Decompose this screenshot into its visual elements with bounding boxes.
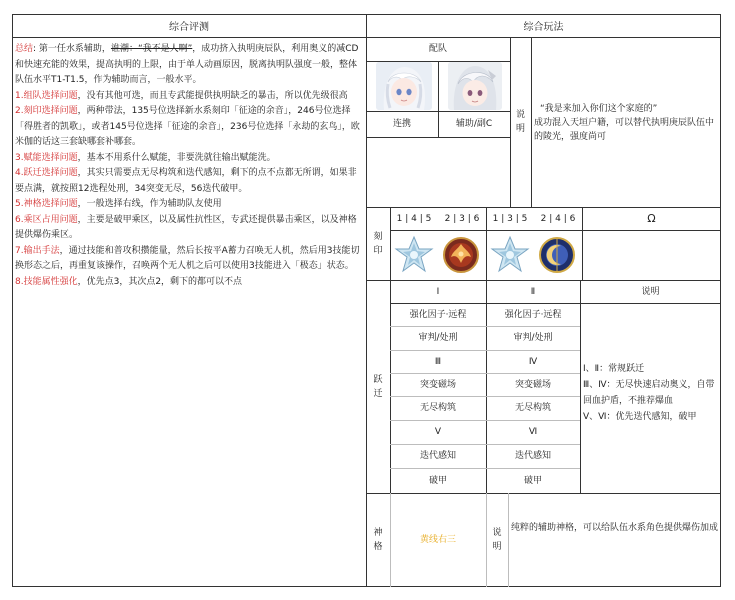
leap-cell: Ⅳ (528, 356, 538, 367)
team-member-portrait (376, 62, 432, 110)
review-paragraph-label: 2.刻印选择问题 (15, 106, 78, 116)
leap-cell: 无尽构筑 (514, 403, 551, 413)
leap-cell: 突变磁场 (514, 379, 551, 390)
left-panel-body (15, 42, 363, 290)
engrave-set-positions: 1 | 4 | 5 (396, 213, 432, 224)
leap-note-divider (580, 280, 581, 493)
team-member-label: 辅助/副C (455, 119, 493, 129)
review-paragraph-text: ，成功挤入执明庚辰队，利用奥义的减CD和快速充能的效果，提高执明的上限，由于单人动画原因，脱离执明队强度一般，整体队伍水平T1-T1.5，作为辅助而言，一般水平。 (15, 44, 359, 85)
review-paragraph-label: 3.赋能选择问题 (15, 152, 78, 163)
team-label-line (366, 137, 510, 138)
divinity-note-divider (508, 493, 509, 587)
review-paragraph (15, 42, 363, 89)
leap-cell: 强化因子·远程 (409, 309, 467, 320)
divinity-label (366, 493, 390, 587)
divinity-note-label-char: 明 (492, 542, 502, 552)
review-paragraph (15, 151, 363, 167)
review-paragraph-label: 1.组队选择问题 (15, 90, 78, 101)
leap-note-line: Ⅲ、Ⅳ：无尽快速启动奥义，自带回血护盾，不推荐爆血 (583, 380, 715, 406)
review-paragraph-separator: ， (77, 152, 87, 163)
engrave-set-positions: 1 | 3 | 5 (492, 213, 528, 224)
team-note-label-char: 说 (515, 110, 525, 120)
review-paragraph (15, 244, 363, 275)
ice-crystal-emblem-icon (394, 235, 434, 275)
engrave-label-char: 刻 (373, 231, 383, 242)
leap-cell: 破甲 (523, 475, 542, 486)
team-note-quote: “我是来加入你们这个家庭的” (540, 104, 658, 114)
leap-cell: 审判/处刑 (418, 333, 458, 343)
review-paragraph-text: 主要是破甲乘区，以及属性抗性区，专武还提供暴击乘区，以及神格提供爆伤乘区。 (15, 214, 357, 240)
engrave-label-char: 印 (373, 245, 383, 256)
review-paragraph (15, 213, 363, 244)
team-note-label-char: 明 (515, 124, 525, 134)
leap-col-header: Ⅱ (530, 286, 536, 297)
leap-note-line: Ⅰ、Ⅱ：常规跃迁 (583, 364, 645, 374)
review-paragraph-separator: ， (77, 106, 87, 116)
team-header: 配队 (428, 44, 447, 54)
review-paragraph-text: 基本不用系什么赋能，非要洗就往输出赋能洗。 (86, 152, 276, 163)
review-paragraph-label: 5.神格选择问题 (15, 199, 78, 209)
team-note-label (510, 37, 531, 207)
divinity-note-label (486, 493, 508, 587)
leap-cell: 迭代感知 (514, 451, 551, 461)
review-paragraph-separator: ， (59, 245, 69, 256)
team-member-portrait (448, 62, 502, 110)
review-paragraph-separator: ， (77, 276, 87, 287)
review-paragraph-text: 两种带法，135号位选择新水系刻印「征途的余音」，246号位选择「得胜者的凯歌」，或者145号位选择「征途的余音」，236号位选择「永劫的玄鸟」，欧米伽的话这三套缺哪套补哪套。 (15, 106, 360, 147)
review-paragraph-text: 一般选择右线，作为辅助队友使用 (86, 199, 222, 209)
divinity-note-label-char: 说 (492, 528, 502, 538)
leap-cell: Ⅵ (528, 427, 538, 437)
leap-note-header: 说明 (641, 286, 660, 297)
review-paragraph-text: 其实只需要点无尽构筑和迭代感知，剩下的点不点都无所谓，如果非要点满，就按照12选程处刑，34突变无尽，56迭代破甲。 (15, 168, 357, 194)
divinity-note: 纯粹的辅助神格，可以给队伍水系角色提供爆伤加成 (511, 523, 719, 533)
review-paragraph-label: 6.乘区占用问题 (15, 214, 78, 225)
silver-hair-girl-portrait-icon (448, 62, 502, 110)
leap-label-char: 迁 (373, 388, 383, 399)
leap-cell: 无尽构筑 (419, 403, 456, 413)
review-paragraph-label: 8.技能属性强化 (15, 276, 78, 287)
review-paragraph-text: 优先点3，其次点2，剩下的都可以不点 (86, 276, 243, 287)
white-hair-girl-portrait-icon (376, 62, 432, 110)
team-note-label-divider (531, 37, 532, 207)
engrave-header-line (390, 230, 721, 231)
review-struck-text: 谁潮：“我不是人啊” (110, 44, 193, 54)
leap-note (583, 361, 719, 425)
review-paragraph-separator: ， (77, 214, 87, 225)
right-panel-title: 综合玩法 (523, 22, 564, 33)
review-paragraph (15, 166, 363, 197)
divinity-label-char: 神 (373, 528, 383, 538)
leap-label (366, 280, 390, 493)
leap-cell: 强化因子·远程 (504, 309, 562, 320)
review-paragraph (15, 275, 363, 291)
divinity-label-char: 格 (373, 542, 383, 552)
leap-cell: Ⅴ (434, 427, 442, 437)
review-paragraph-label: 7.输出手法 (15, 245, 60, 256)
review-paragraph-label: 4.跃迁选择问题 (15, 168, 78, 178)
leap-note-line: Ⅴ、Ⅵ：优先迭代感知，破甲 (583, 412, 697, 422)
team-note (534, 102, 719, 144)
review-paragraph (15, 104, 363, 151)
leap-cell: 审判/处刑 (513, 333, 553, 343)
review-paragraph-separator: ， (77, 199, 87, 209)
leap-cell: 突变磁场 (419, 379, 456, 390)
ice-crystal-emblem-icon (490, 235, 530, 275)
review-paragraph (15, 197, 363, 213)
leap-cell: Ⅲ (434, 356, 442, 367)
engrave-label (366, 207, 390, 280)
review-paragraph-text: 没有其他可选，而且专武能提供执明缺乏的暴击，所以优先级很高 (86, 90, 348, 101)
left-panel-title: 综合评测 (169, 22, 209, 33)
team-note-text: 成功混入天垣户籍，可以替代执明庚辰队伍中的陵光，强度尚可 (534, 118, 715, 142)
team-member-label: 连携 (392, 119, 411, 129)
leap-cell: 迭代感知 (419, 451, 456, 461)
leap-label-char: 跃 (373, 374, 383, 385)
engrave-omega: Ω (647, 211, 656, 225)
phoenix-emblem-icon (441, 235, 481, 275)
review-paragraph-separator: ， (77, 90, 87, 101)
review-paragraph-text: 第一任水系辅助， (38, 44, 111, 54)
review-paragraph-text: 通过技能和普攻积攒能量，然后长按平A蓄力召唤无人机，然后用3技能切换形态之后，再重复该操作，召唤两个无人机之后可以使用3技能进入「极态」状态。 (15, 245, 360, 271)
review-paragraph-separator: ， (77, 168, 87, 178)
engrave-set-positions: 2 | 3 | 6 (444, 213, 480, 224)
blue-moon-emblem-icon (537, 235, 577, 275)
leap-col-header: Ⅰ (436, 286, 440, 297)
review-paragraph-label: 总结 (15, 44, 34, 54)
engrave-set-positions: 2 | 4 | 6 (540, 213, 576, 224)
review-paragraph-separator: : (33, 44, 39, 54)
divinity-choice: 黄线右三 (419, 535, 456, 545)
leap-cell: 破甲 (428, 475, 447, 486)
review-paragraph (15, 89, 363, 105)
